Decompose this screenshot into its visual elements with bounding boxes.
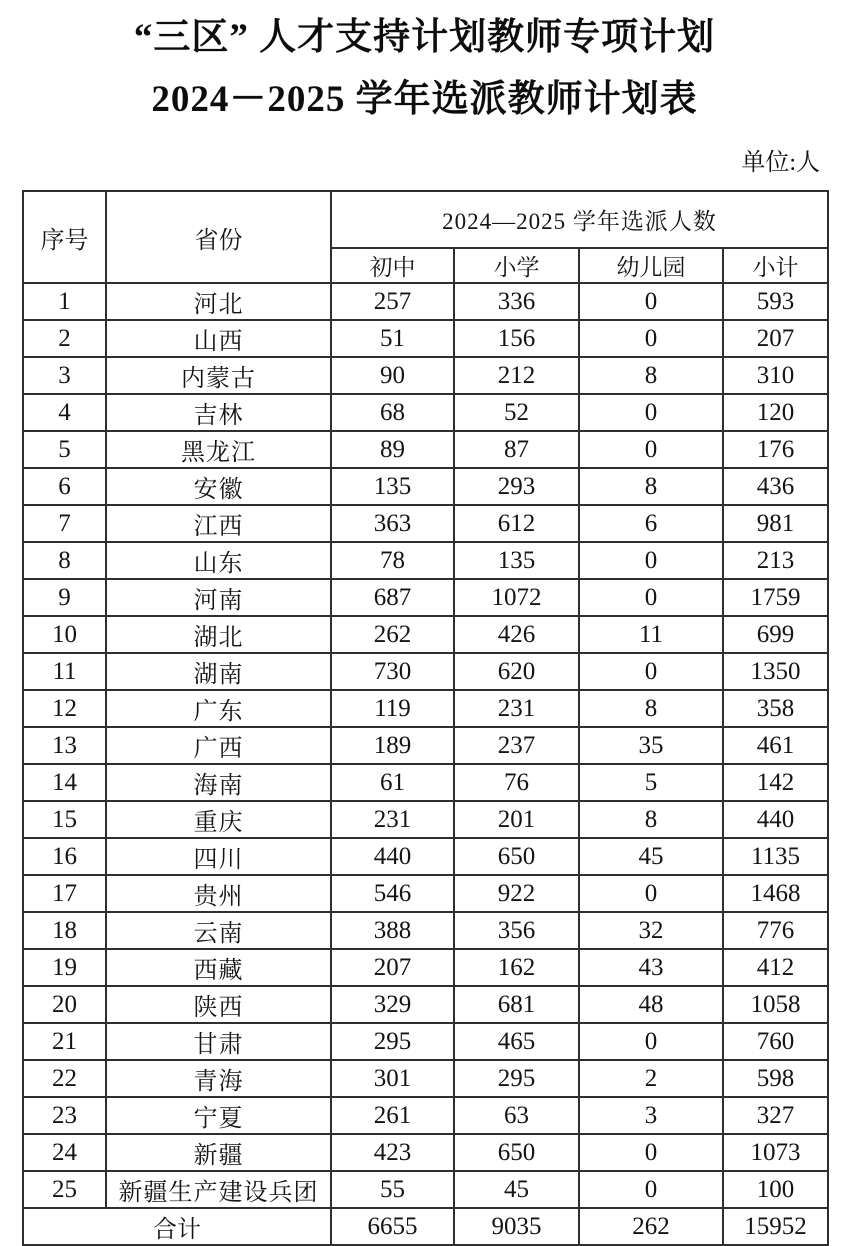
province-cell: 山西 <box>106 320 331 357</box>
header-subtotal: 小计 <box>723 248 828 283</box>
kindergarten-cell: 43 <box>579 949 723 986</box>
total-primary: 9035 <box>454 1208 579 1245</box>
primary-cell: 231 <box>454 690 579 727</box>
seq-cell: 19 <box>23 949 106 986</box>
kindergarten-cell: 5 <box>579 764 723 801</box>
seq-cell: 25 <box>23 1171 106 1208</box>
table-footer <box>23 1208 828 1245</box>
subtotal-cell: 327 <box>723 1097 828 1134</box>
table-row <box>23 875 828 912</box>
junior-high-cell: 388 <box>331 912 454 949</box>
junior-high-cell: 207 <box>331 949 454 986</box>
total-label: 合计 <box>23 1208 331 1245</box>
primary-cell: 237 <box>454 727 579 764</box>
seq-cell: 16 <box>23 838 106 875</box>
header-junior-high: 初中 <box>331 248 454 283</box>
total-kindergarten: 262 <box>579 1208 723 1245</box>
province-cell: 重庆 <box>106 801 331 838</box>
junior-high-cell: 423 <box>331 1134 454 1171</box>
subtotal-cell: 598 <box>723 1060 828 1097</box>
seq-cell: 20 <box>23 986 106 1023</box>
junior-high-cell: 55 <box>331 1171 454 1208</box>
primary-cell: 1072 <box>454 579 579 616</box>
table-row <box>23 912 828 949</box>
province-cell: 四川 <box>106 838 331 875</box>
subtotal-cell: 436 <box>723 468 828 505</box>
subtotal-cell: 176 <box>723 431 828 468</box>
table-row <box>23 1134 828 1171</box>
title-line-1: “三区” 人才支持计划教师专项计划 <box>133 17 716 58</box>
primary-cell: 201 <box>454 801 579 838</box>
junior-high-cell: 189 <box>331 727 454 764</box>
table-header <box>23 191 828 283</box>
table-row <box>23 986 828 1023</box>
table-row <box>23 320 828 357</box>
province-cell: 广东 <box>106 690 331 727</box>
junior-high-cell: 546 <box>331 875 454 912</box>
subtotal-cell: 776 <box>723 912 828 949</box>
junior-high-cell: 440 <box>331 838 454 875</box>
seq-cell: 10 <box>23 616 106 653</box>
kindergarten-cell: 8 <box>579 690 723 727</box>
primary-cell: 293 <box>454 468 579 505</box>
subtotal-cell: 213 <box>723 542 828 579</box>
province-cell: 西藏 <box>106 949 331 986</box>
kindergarten-cell: 8 <box>579 357 723 394</box>
subtotal-cell: 760 <box>723 1023 828 1060</box>
primary-cell: 135 <box>454 542 579 579</box>
seq-cell: 15 <box>23 801 106 838</box>
header-primary: 小学 <box>454 248 579 283</box>
seq-cell: 11 <box>23 653 106 690</box>
province-cell: 安徽 <box>106 468 331 505</box>
junior-high-cell: 329 <box>331 986 454 1023</box>
table-row <box>23 727 828 764</box>
province-cell: 青海 <box>106 1060 331 1097</box>
seq-cell: 24 <box>23 1134 106 1171</box>
province-cell: 内蒙古 <box>106 357 331 394</box>
kindergarten-cell: 0 <box>579 431 723 468</box>
kindergarten-cell: 35 <box>579 727 723 764</box>
subtotal-cell: 593 <box>723 283 828 320</box>
province-cell: 贵州 <box>106 875 331 912</box>
seq-cell: 8 <box>23 542 106 579</box>
province-cell: 湖南 <box>106 653 331 690</box>
table-row <box>23 1023 828 1060</box>
primary-cell: 162 <box>454 949 579 986</box>
seq-cell: 13 <box>23 727 106 764</box>
junior-high-cell: 119 <box>331 690 454 727</box>
seq-cell: 2 <box>23 320 106 357</box>
seq-cell: 4 <box>23 394 106 431</box>
seq-cell: 17 <box>23 875 106 912</box>
seq-cell: 1 <box>23 283 106 320</box>
junior-high-cell: 730 <box>331 653 454 690</box>
kindergarten-cell: 45 <box>579 838 723 875</box>
junior-high-cell: 231 <box>331 801 454 838</box>
table-row <box>23 283 828 320</box>
seq-cell: 23 <box>23 1097 106 1134</box>
province-cell: 吉林 <box>106 394 331 431</box>
primary-cell: 612 <box>454 505 579 542</box>
kindergarten-cell: 8 <box>579 801 723 838</box>
table-row <box>23 801 828 838</box>
junior-high-cell: 257 <box>331 283 454 320</box>
seq-cell: 22 <box>23 1060 106 1097</box>
province-cell: 山东 <box>106 542 331 579</box>
province-cell: 湖北 <box>106 616 331 653</box>
province-cell: 河南 <box>106 579 331 616</box>
table-row <box>23 1171 828 1208</box>
table-row <box>23 542 828 579</box>
province-cell: 新疆生产建设兵团 <box>106 1171 331 1208</box>
primary-cell: 681 <box>454 986 579 1023</box>
primary-cell: 426 <box>454 616 579 653</box>
subtotal-cell: 1058 <box>723 986 828 1023</box>
header-province: 省份 <box>106 191 331 283</box>
table-row <box>23 431 828 468</box>
province-cell: 广西 <box>106 727 331 764</box>
kindergarten-cell: 0 <box>579 1134 723 1171</box>
junior-high-cell: 89 <box>331 431 454 468</box>
subtotal-cell: 1350 <box>723 653 828 690</box>
province-cell: 甘肃 <box>106 1023 331 1060</box>
seq-cell: 7 <box>23 505 106 542</box>
kindergarten-cell: 0 <box>579 283 723 320</box>
subtotal-cell: 699 <box>723 616 828 653</box>
title-line-2: 2024－2025 学年选派教师计划表 <box>151 79 698 120</box>
junior-high-cell: 135 <box>331 468 454 505</box>
kindergarten-cell: 0 <box>579 1023 723 1060</box>
subtotal-cell: 207 <box>723 320 828 357</box>
header-kindergarten: 幼儿园 <box>579 248 723 283</box>
kindergarten-cell: 0 <box>579 1171 723 1208</box>
kindergarten-cell: 0 <box>579 542 723 579</box>
table-row <box>23 1060 828 1097</box>
subtotal-cell: 1468 <box>723 875 828 912</box>
table-body <box>23 283 828 1208</box>
kindergarten-cell: 0 <box>579 320 723 357</box>
junior-high-cell: 687 <box>331 579 454 616</box>
kindergarten-cell: 0 <box>579 394 723 431</box>
province-cell: 黑龙江 <box>106 431 331 468</box>
province-cell: 陕西 <box>106 986 331 1023</box>
seq-cell: 9 <box>23 579 106 616</box>
subtotal-cell: 310 <box>723 357 828 394</box>
seq-cell: 3 <box>23 357 106 394</box>
province-cell: 海南 <box>106 764 331 801</box>
primary-cell: 156 <box>454 320 579 357</box>
junior-high-cell: 295 <box>331 1023 454 1060</box>
junior-high-cell: 78 <box>331 542 454 579</box>
total-subtotal: 15952 <box>723 1208 828 1245</box>
table-row <box>23 1097 828 1134</box>
primary-cell: 465 <box>454 1023 579 1060</box>
primary-cell: 295 <box>454 1060 579 1097</box>
header-seq: 序号 <box>23 191 106 283</box>
kindergarten-cell: 11 <box>579 616 723 653</box>
subtotal-cell: 120 <box>723 394 828 431</box>
province-cell: 河北 <box>106 283 331 320</box>
seq-cell: 14 <box>23 764 106 801</box>
kindergarten-cell: 2 <box>579 1060 723 1097</box>
document-title <box>0 0 849 126</box>
primary-cell: 620 <box>454 653 579 690</box>
subtotal-cell: 100 <box>723 1171 828 1208</box>
seq-cell: 21 <box>23 1023 106 1060</box>
primary-cell: 650 <box>454 838 579 875</box>
table-row <box>23 394 828 431</box>
province-cell: 江西 <box>106 505 331 542</box>
table-row <box>23 690 828 727</box>
subtotal-cell: 440 <box>723 801 828 838</box>
subtotal-cell: 142 <box>723 764 828 801</box>
seq-cell: 5 <box>23 431 106 468</box>
kindergarten-cell: 8 <box>579 468 723 505</box>
total-row <box>23 1208 828 1245</box>
seq-cell: 18 <box>23 912 106 949</box>
table-row <box>23 653 828 690</box>
junior-high-cell: 363 <box>331 505 454 542</box>
subtotal-cell: 981 <box>723 505 828 542</box>
kindergarten-cell: 3 <box>579 1097 723 1134</box>
unit-label: 单位:人 <box>741 150 820 176</box>
kindergarten-cell: 0 <box>579 579 723 616</box>
junior-high-cell: 61 <box>331 764 454 801</box>
junior-high-cell: 301 <box>331 1060 454 1097</box>
table-row <box>23 764 828 801</box>
table-row <box>23 949 828 986</box>
junior-high-cell: 262 <box>331 616 454 653</box>
province-cell: 新疆 <box>106 1134 331 1171</box>
primary-cell: 63 <box>454 1097 579 1134</box>
table-row <box>23 468 828 505</box>
junior-high-cell: 90 <box>331 357 454 394</box>
subtotal-cell: 358 <box>723 690 828 727</box>
subtotal-cell: 461 <box>723 727 828 764</box>
primary-cell: 922 <box>454 875 579 912</box>
subtotal-cell: 1135 <box>723 838 828 875</box>
primary-cell: 87 <box>454 431 579 468</box>
primary-cell: 356 <box>454 912 579 949</box>
total-junior-high: 6655 <box>331 1208 454 1245</box>
primary-cell: 212 <box>454 357 579 394</box>
subtotal-cell: 1073 <box>723 1134 828 1171</box>
table-row <box>23 838 828 875</box>
province-cell: 宁夏 <box>106 1097 331 1134</box>
junior-high-cell: 68 <box>331 394 454 431</box>
seq-cell: 6 <box>23 468 106 505</box>
table-row <box>23 505 828 542</box>
primary-cell: 336 <box>454 283 579 320</box>
kindergarten-cell: 6 <box>579 505 723 542</box>
kindergarten-cell: 0 <box>579 653 723 690</box>
primary-cell: 76 <box>454 764 579 801</box>
seq-cell: 12 <box>23 690 106 727</box>
table-row <box>23 616 828 653</box>
teacher-plan-table <box>22 190 829 1246</box>
table-row <box>23 579 828 616</box>
kindergarten-cell: 32 <box>579 912 723 949</box>
kindergarten-cell: 48 <box>579 986 723 1023</box>
header-group-year: 2024—2025 学年选派人数 <box>331 191 828 248</box>
junior-high-cell: 261 <box>331 1097 454 1134</box>
primary-cell: 45 <box>454 1171 579 1208</box>
subtotal-cell: 412 <box>723 949 828 986</box>
junior-high-cell: 51 <box>331 320 454 357</box>
primary-cell: 52 <box>454 394 579 431</box>
primary-cell: 650 <box>454 1134 579 1171</box>
table-row <box>23 357 828 394</box>
province-cell: 云南 <box>106 912 331 949</box>
subtotal-cell: 1759 <box>723 579 828 616</box>
kindergarten-cell: 0 <box>579 875 723 912</box>
